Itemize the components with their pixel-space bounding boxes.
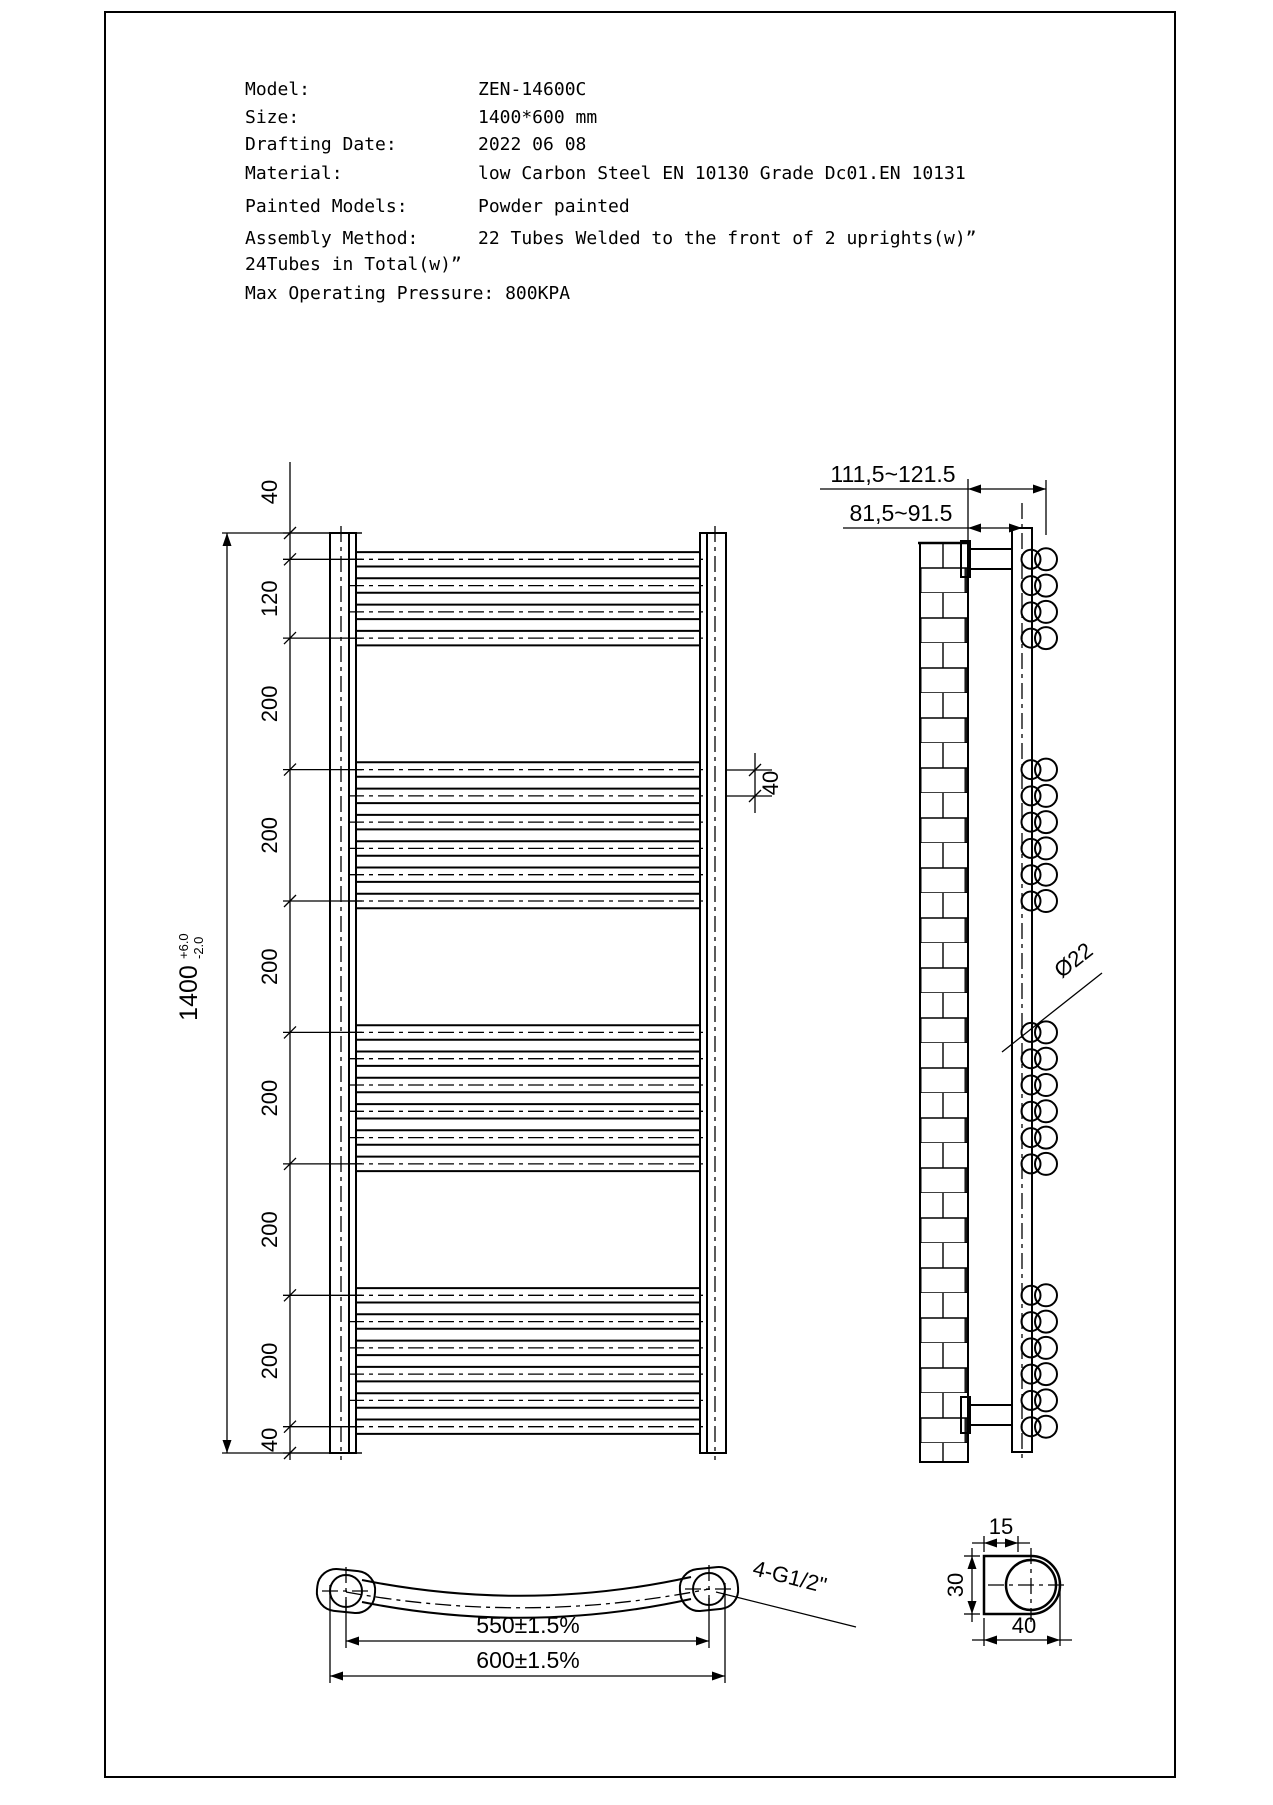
bottom-dim-inner-label: 550±1.5%	[476, 1612, 580, 1638]
side-tube-bow-circle	[1035, 1337, 1057, 1359]
spec-label-size: Size:	[245, 107, 300, 128]
tube-curve-top-edge	[362, 1577, 691, 1596]
spec-label-painted: Painted Models:	[245, 196, 408, 217]
side-tube-bow-circle	[1035, 1284, 1057, 1306]
side-tube-bow-circle	[1035, 1021, 1057, 1043]
front-overall-tol-minus: -2.0	[191, 936, 206, 959]
front-overall-tol-plus: +6.0	[176, 933, 191, 959]
front-overall-value: 1400	[175, 965, 203, 1021]
chain-dim-label: 200	[257, 1211, 282, 1248]
side-view	[820, 461, 1102, 1462]
side-tube-bow-circle	[1035, 864, 1057, 886]
chain-dim-label: 200	[257, 816, 282, 854]
chain-dim-label: 40	[257, 479, 282, 505]
side-tube-bow-circle	[1035, 759, 1057, 781]
spec-pressure: Max Operating Pressure: 800KPA	[245, 283, 571, 304]
detail-dim-left-label: 30	[943, 1572, 968, 1598]
chain-dim-label: 40	[257, 1427, 282, 1453]
wall-brick-column	[920, 543, 968, 1462]
side-tube-bow-circle	[1035, 1127, 1057, 1149]
detail-dim-left	[943, 1548, 980, 1622]
chain-dim-label: 200	[257, 948, 282, 986]
spec-text-block	[245, 79, 977, 304]
front-pitch-label: 40	[758, 770, 783, 796]
side-tube-bow-circle	[1035, 1363, 1057, 1385]
tube-diameter-label: Ø22	[1049, 937, 1098, 983]
front-pitch-dimension	[726, 753, 783, 813]
side-tube-bow-circle	[1035, 1389, 1057, 1411]
spec-value-model: ZEN-14600C	[478, 79, 587, 100]
front-view	[175, 462, 783, 1460]
side-tube-bow-circle	[1035, 548, 1057, 570]
side-tube-bow-circle	[1035, 890, 1057, 912]
spec-value-date: 2022 06 08	[478, 134, 587, 155]
side-tube-bow-circle	[1035, 1074, 1057, 1096]
chain-dim-label: 200	[257, 1079, 282, 1117]
side-tube-bow-circle	[1035, 785, 1057, 807]
spec-label-date: Drafting Date:	[245, 134, 397, 155]
front-right-upright	[700, 526, 726, 1460]
detail-dim-top	[972, 1514, 1030, 1552]
front-left-upright	[330, 526, 356, 1460]
detail-view	[943, 1514, 1072, 1646]
side-tube-bow-circle	[1035, 1048, 1057, 1070]
spec-value-size: 1400*600 mm	[478, 107, 598, 128]
spec-value-material: low Carbon Steel EN 10130 Grade Dc01.EN 10131	[478, 163, 966, 184]
thread-callout	[716, 1556, 856, 1627]
side-tube-bow-circle	[1035, 1311, 1057, 1333]
tube-curve-centerline	[346, 1589, 709, 1608]
spec-label-assembly: Assembly Method:	[245, 228, 419, 249]
spec-assembly-extra: 24Tubes in Total(w)”	[245, 254, 462, 275]
side-tube-circles	[1022, 548, 1058, 1437]
spec-value-painted: Powder painted	[478, 196, 630, 217]
front-tubes	[348, 552, 708, 1434]
thread-label: 4-G1/2"	[750, 1555, 830, 1598]
side-tube-bow-circle	[1035, 575, 1057, 597]
chain-dim-label: 120	[257, 580, 282, 618]
side-dim-wall-to-tube: 111,5~121.5	[830, 461, 956, 487]
side-tube-bow-circle	[1035, 837, 1057, 859]
side-tube-bow-circle	[1035, 601, 1057, 623]
bottom-dim-outer-label: 600±1.5%	[476, 1647, 580, 1673]
chain-dim-label: 200	[257, 1342, 282, 1380]
spec-label-material: Material:	[245, 163, 343, 184]
spec-value-assembly: 22 Tubes Welded to the front of 2 uprights(w)”	[478, 228, 977, 249]
chain-dim-label: 200	[257, 685, 282, 723]
side-tube-bow-circle	[1035, 1153, 1057, 1175]
front-chain-dimension	[257, 462, 362, 1460]
side-tube-bow-circle	[1035, 1416, 1057, 1438]
detail-dim-bottom-label: 40	[1011, 1613, 1037, 1638]
front-overall-dimension	[175, 533, 362, 1453]
tube-diameter-callout	[1002, 937, 1102, 1052]
side-dim-wall-to-upright: 81,5~91.5	[849, 500, 953, 526]
spec-label-model: Model:	[245, 79, 311, 100]
side-tube-bow-circle	[1035, 811, 1057, 833]
side-tube-bow-circle	[1035, 627, 1057, 649]
bottom-view	[315, 1556, 856, 1683]
detail-dim-top-label: 15	[988, 1514, 1014, 1539]
side-tube-bow-circle	[1035, 1100, 1057, 1122]
